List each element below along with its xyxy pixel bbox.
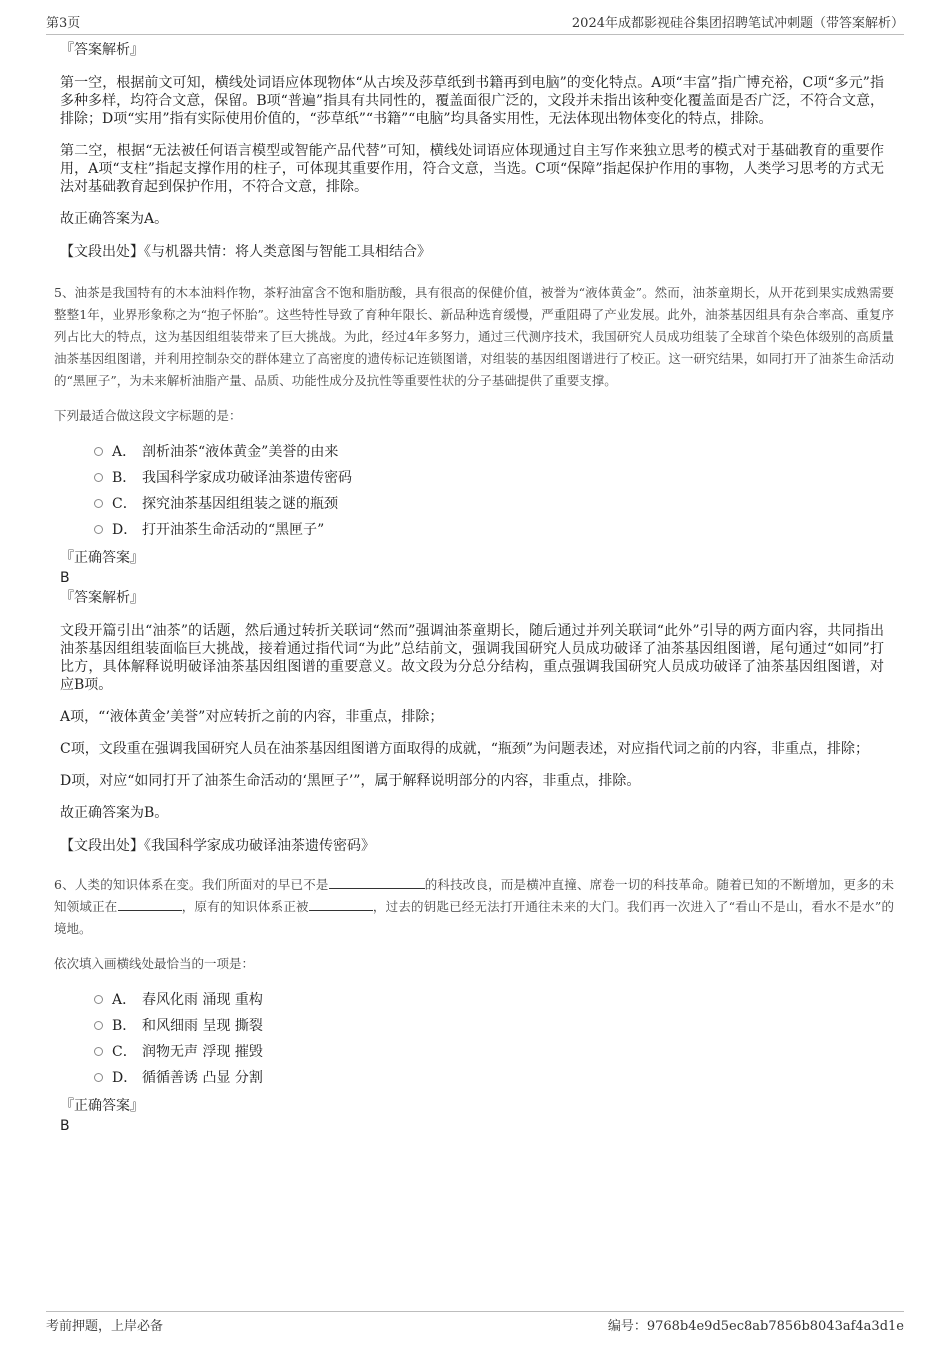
fill-blank [118, 898, 182, 911]
option-b[interactable] [94, 1012, 904, 1038]
analysis-paragraph: C项，文段重在强调我国研究人员在油茶基因组图谱方面取得的成就，“瓶颈”为问题表述，对应指代词之前的内容，非重点，排除； [60, 741, 870, 757]
option-text: 春风化雨 涌现 重构 [142, 992, 263, 1008]
correct-answer-label: 『正确答案』 [60, 550, 144, 566]
question-text-part: 的科技改良，而是横冲直撞、席卷一切的科技革命。随着已知的不断增加，更多的未知领域正在 [54, 877, 894, 914]
footer-slogan: 考前押题，上岸必备 [46, 1319, 164, 1334]
fill-blank [309, 898, 373, 911]
analysis-paragraph: 第二空，根据“无法被任何语言模型或智能产品代替”可知，横线处词语应体现通过自主写作来独立思考的模式对于基础教育的重要作用，A项“支柱”指起支撑作用的柱子，可体现其重要作用，符合文意，当选。C项“保障”指起保护作用的事物，人类学习思考的方式无法对基础教育起到保护作用，不符合文意，排除。 [60, 143, 884, 195]
option-text: 和风细雨 呈现 撕裂 [142, 1018, 263, 1034]
option-text: 润物无声 浮现 摧毁 [142, 1044, 263, 1060]
option-d[interactable] [94, 516, 904, 542]
question-text-part: ，过去的钥匙已经无法打开通往未来的大门。我们再一次进入了“看山不是山，看水不是水”的境地。 [54, 899, 894, 936]
text-source: 【文段出处】《我国科学家成功破译油茶遗传密码》 [60, 838, 375, 854]
radio-icon[interactable] [94, 1047, 103, 1056]
question-6-options [94, 986, 904, 1090]
question-text-part: 6、人类的知识体系在变。我们所面对的早已不是 [54, 877, 329, 892]
analysis-label: 『答案解析』 [60, 42, 144, 58]
analysis-paragraph: D项，对应“如同打开了油茶生命活动的‘黑匣子’”，属于解释说明部分的内容，非重点，排除。 [60, 773, 641, 789]
option-letter: D． [112, 1070, 138, 1086]
option-c[interactable] [94, 1038, 904, 1064]
option-text: 打开油茶生命活动的“黑匣子” [142, 522, 325, 538]
option-letter: C． [112, 1044, 137, 1060]
analysis-conclusion: 故正确答案为A。 [60, 211, 169, 227]
question-5-text: 5、油茶是我国特有的木本油料作物，茶籽油富含不饱和脂肪酸，具有很高的保健价值，被誉为“液体黄金”。然而，油茶童期长，从开花到果实成熟需要整整1年，业界形象称之为“抱子怀胎”。这些特性导致了育种年限长、新品种选育缓慢，严重阻碍了产业发展。此外，油茶基因组具有杂合率高、重复序列占比大的特点，这为基因组组装带来了巨大挑战。为此，经过4年多努力，通过三代测序技术，我国研究人员成功组装了全球首个染色体级别的高质量油茶基因组图谱，并利用控制杂交的群体建立了高密度的遗传标记连锁图谱，对组装的基因组图谱进行了校正。这一研究结果，如同打开了油茶生命活动的“黑匣子”，为未来解析油脂产量、品质、功能性成分及抗性等重要性状的分子基础提供了重要支撑。 [54, 285, 894, 388]
option-a[interactable] [94, 438, 904, 464]
option-c[interactable] [94, 490, 904, 516]
question-6-text [54, 874, 894, 940]
analysis-label: 『答案解析』 [60, 590, 144, 606]
correct-answer: B [60, 570, 70, 586]
option-letter: B． [112, 470, 137, 486]
question-5-prompt: 下列最适合做这段文字标题的是： [54, 408, 242, 423]
option-letter: B． [112, 1018, 137, 1034]
option-text: 剖析油茶“液体黄金”美誉的由来 [142, 444, 339, 460]
page-number: 第3页 [46, 16, 81, 31]
option-text: 我国科学家成功破译油茶遗传密码 [142, 470, 352, 486]
radio-icon[interactable] [94, 525, 103, 534]
analysis-conclusion: 故正确答案为B。 [60, 805, 169, 821]
option-letter: A． [112, 444, 137, 460]
analysis-paragraph: 第一空，根据前文可知，横线处词语应体现物体“从古埃及莎草纸到书籍再到电脑”的变化特点。A项“丰富”指广博充裕，C项“多元”指多种多样，均符合文意，保留。B项“普遍”指具有共同性的，覆盖面很广泛的，文段并未指出该种变化覆盖面是否广泛，不符合文意，排除；D项“实用”指有实际使用价值的，“莎草纸”“书籍”“电脑”均具备实用性，无法体现出物体变化的特点，排除。 [60, 75, 884, 127]
radio-icon[interactable] [94, 473, 103, 482]
option-letter: A． [112, 992, 137, 1008]
analysis-paragraph: 文段开篇引出“油茶”的话题，然后通过转折关联词“然而”强调油茶童期长，随后通过并列关联词“此外”引导的两方面内容，共同指出油茶基因组组装面临巨大挑战，接着通过指代词“为此”总结前文，强调我国研究人员成功破译了油茶基因组图谱，尾句通过“如同”打比方，具体解释说明破译油茶基因组图谱的重要意义。故文段为分总分结构，重点强调我国研究人员成功破译了油茶基因组图谱，对应B项。 [60, 623, 884, 693]
option-letter: C． [112, 496, 137, 512]
page-footer [46, 1311, 904, 1334]
option-text: 循循善诱 凸显 分割 [142, 1070, 263, 1086]
correct-answer: B [60, 1118, 70, 1134]
radio-icon[interactable] [94, 1021, 103, 1030]
option-a[interactable] [94, 986, 904, 1012]
option-b[interactable] [94, 464, 904, 490]
radio-icon[interactable] [94, 447, 103, 456]
radio-icon[interactable] [94, 499, 103, 508]
radio-icon[interactable] [94, 1073, 103, 1082]
document-id: 编号：9768b4e9d5ec8ab7856b8043af4a3d1e [607, 1319, 904, 1334]
document-title: 2024年成都影视硅谷集团招聘笔试冲刺题（带答案解析） [571, 16, 904, 31]
radio-icon[interactable] [94, 995, 103, 1004]
analysis-paragraph: A项，“‘液体黄金’美誉”对应转折之前的内容，非重点，排除； [60, 709, 444, 725]
question-6-prompt: 依次填入画横线处最恰当的一项是： [54, 956, 255, 971]
fill-blank [329, 876, 425, 889]
page-content [46, 40, 904, 1136]
option-d[interactable] [94, 1064, 904, 1090]
text-source: 【文段出处】《与机器共情：将人类意图与智能工具相结合》 [60, 244, 431, 260]
option-letter: D． [112, 522, 138, 538]
question-5-options [94, 438, 904, 542]
question-text-part: ，原有的知识体系正被 [181, 899, 309, 914]
option-text: 探究油茶基因组组装之谜的瓶颈 [142, 496, 338, 512]
page-header [46, 12, 904, 35]
correct-answer-label: 『正确答案』 [60, 1098, 144, 1114]
